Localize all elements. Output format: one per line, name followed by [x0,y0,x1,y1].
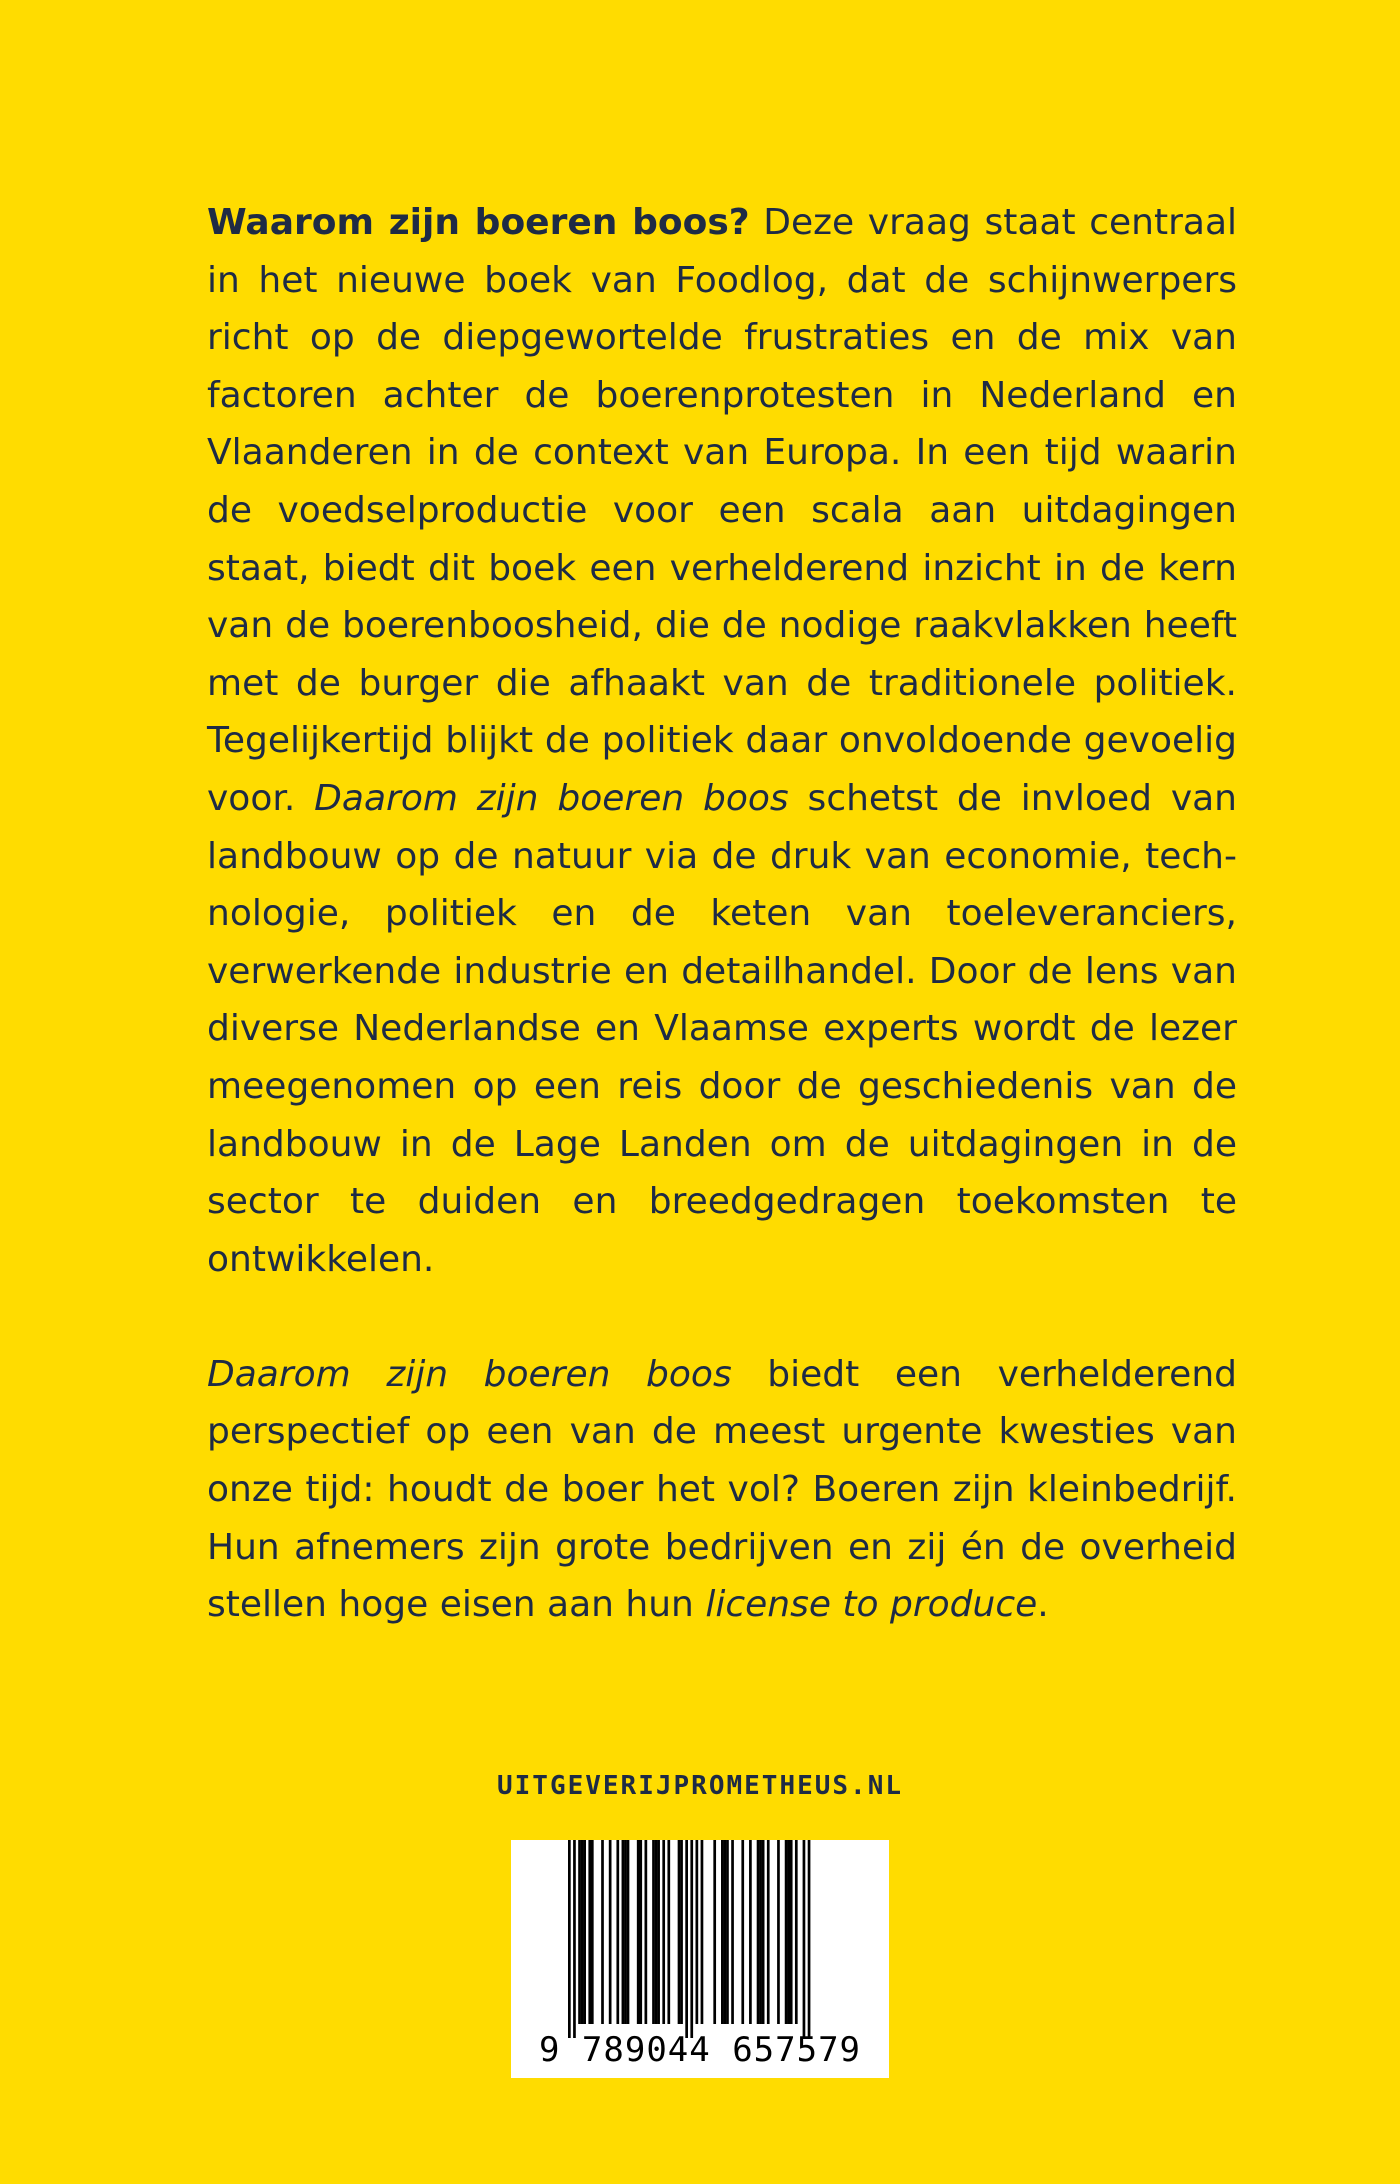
publisher-website: UITGEVERIJPROMETHEUS.NL [496,1771,904,1801]
barcode-bar [724,1840,727,2024]
barcode-bar [667,1840,670,2024]
barcode-bar [627,1840,630,2024]
blurb-lead-question: Waarom zijn boeren boos? [207,202,750,243]
barcode-bar [581,1840,584,2024]
blurb-paragraph-1 [207,194,1237,1288]
barcode-bar [678,1840,681,2024]
barcode-bar [713,1840,716,2024]
barcode-bar [767,1840,770,2024]
blurb-text: schetst de invloed van landbouw op de natuur via de druk van economie, technologie, politiek en de keten van toeleveranciers, verwerkende industrie en detailhandel. Door de lens van diverse Nederlandse en Vlaamse experts wordt de lezer meegenomen op een reis door de geschiedenis van de landbouw in de Lage Landen om de uitdagingen in de sector te duiden en breedgedragen toekomsten te ontwikkelen. [207,777,1237,1280]
barcode-bar [762,1840,765,2024]
barcode-bar [690,1840,693,2038]
isbn-barcode [511,1840,889,2078]
barcode-bar [616,1840,619,2024]
barcode-bar [696,1840,699,2024]
barcode-bar [701,1840,704,2024]
barcode-bar [803,1840,806,2038]
barcode-bar [639,1840,642,2024]
barcode-bar [624,1840,627,2024]
blurb-text: Deze vraag staat centraal in het nieuwe boek van Foodlog, dat de schijnwerpers richt op de diepgewortelde frustraties en de mix van factoren achter de boerenprotesten in Nederland en Vlaanderen in de context van Europa. In een tijd waarin de voedselproductie voor een scala aan uitdagingen staat, biedt dit boek een verhelderend inzicht in de kern van de boerenboosheid, die de nodige raakvlakken heeft met de burger die afhaakt van de traditionele politiek. Tegelijkertijd blijkt de politiek daar onvoldoende gevoelig voor. [207,202,1238,819]
barcode-bar [655,1840,658,2024]
barcode-bar [759,1840,762,2024]
barcode-bar [757,1840,760,2024]
barcode-bar [568,1840,571,2038]
barcode-bar [685,1840,688,2038]
barcode-bar [583,1840,586,2024]
barcode-bar [588,1840,591,2024]
barcode-bar [795,1840,798,2024]
barcode-bar [573,1840,576,2038]
barcode-bar [680,1840,683,2024]
barcode-bar [790,1840,793,2024]
isbn-number: 9 789044 657579 [538,2030,862,2070]
blurb-text: . [1037,1584,1049,1626]
barcode-bar [721,1840,724,2024]
barcode-bar [726,1840,729,2024]
back-cover-blurb [207,194,1237,1634]
barcode-bar [652,1840,655,2024]
barcode-bar [591,1840,594,2024]
barcode-bar [578,1840,581,2024]
barcode-bar [785,1840,788,2024]
barcode-bar [645,1840,648,2024]
book-title-italic: Daarom zijn boeren boos [314,777,789,819]
barcode-bar [637,1840,640,2024]
term-italic: license to produce [705,1584,1038,1626]
barcode-bar [601,1840,604,2024]
book-title-italic: Daarom zijn boeren boos [207,1353,732,1395]
barcode-bar [749,1840,752,2024]
barcode-bar [731,1840,734,2024]
barcode-bar [777,1840,780,2024]
barcode-bar [741,1840,744,2024]
barcode-bar [609,1840,612,2024]
barcode-bar [808,1840,811,2038]
blurb-paragraph-2 [207,1346,1237,1634]
blurb-text: biedt een verhelderend perspectief op een van de meest urgente kwesties van onze tijd: houdt de boer het vol? Boeren zijn kleinbedrijf. Hun afnemers zijn grote bedrijven en zij én de overheid stellen hoge eisen aan hun [207,1353,1237,1626]
barcode-bar [787,1840,790,2024]
barcode-bar [662,1840,665,2024]
barcode-bar [657,1840,660,2024]
barcode-bar [622,1840,625,2024]
